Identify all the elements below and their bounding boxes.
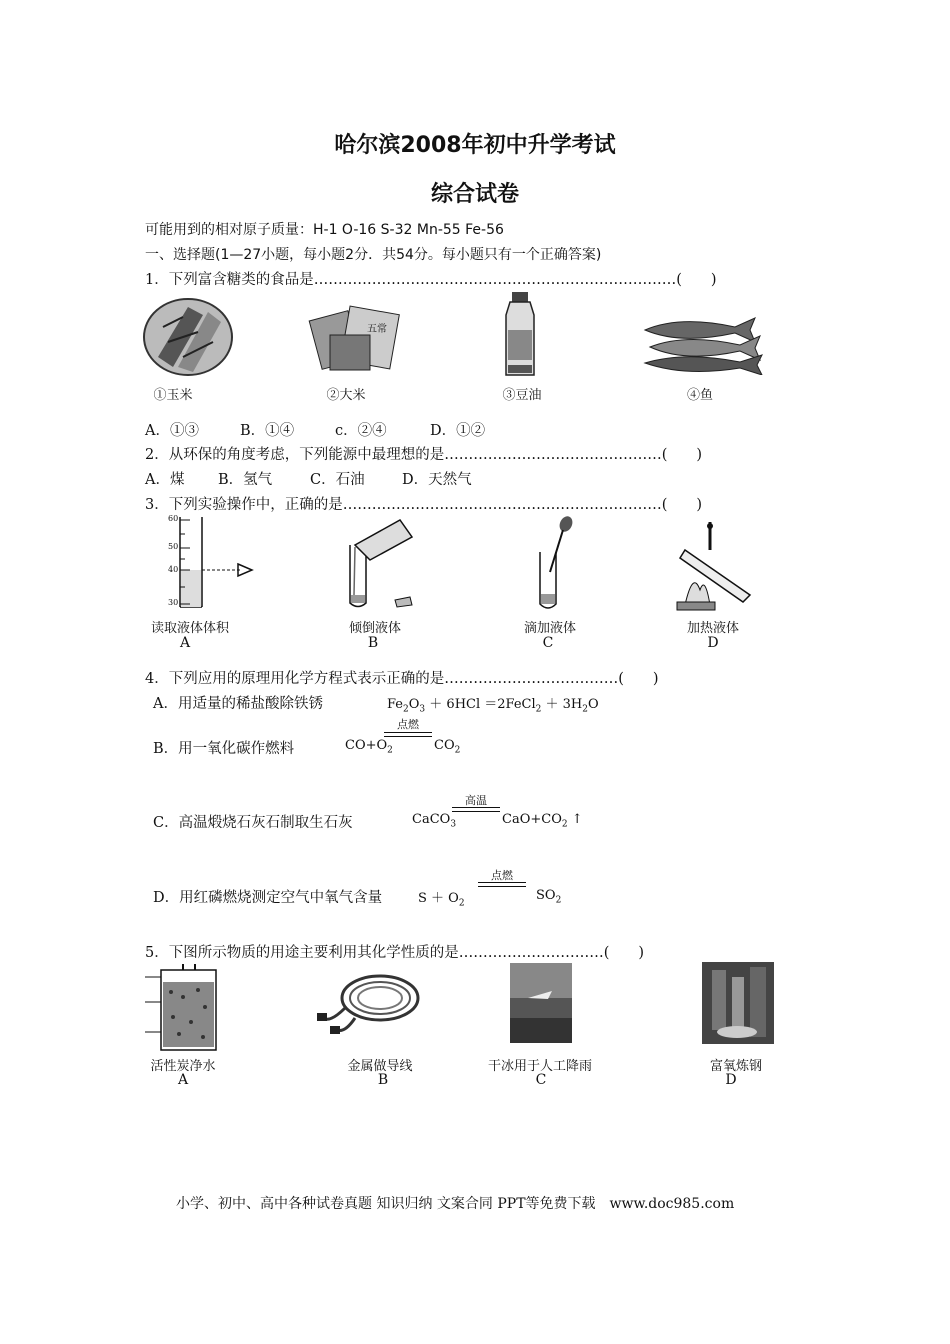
q3-caption-b: 倾倒液体 (348, 621, 401, 636)
q4-stem: 4．下列应用的原理用化学方程式表示正确的是………………………………( ) (145, 671, 659, 687)
q4-option-d-reactant: $S + O_2$ (418, 891, 465, 909)
q4-option-a-equation: $Fe_2O_3 + 6HCl$ ＝2FeCl$_2$ ＋ $3H_2O$ (387, 697, 599, 715)
q3-caption-a: 读取液体体积 (150, 621, 229, 636)
rice-image (305, 300, 405, 375)
heating-liquid-image (665, 520, 765, 612)
fish-image (640, 315, 770, 375)
q4-b-condition: 点燃 (397, 718, 419, 731)
q2-stem: 2．从环保的角度考虑，下列能源中最理想的是………………………………………( ) (145, 447, 703, 463)
q5-letter-b: B (377, 1072, 389, 1088)
q5-caption-c: 干冰用于人工降雨 (487, 1059, 592, 1074)
q4-option-b-product: $CO_2$ (434, 738, 461, 756)
metal-wire-image (315, 968, 425, 1043)
q5-caption-d: 富氧炼钢 (709, 1059, 762, 1074)
q4-option-c-reactant: CaCO$_3$ (412, 812, 457, 830)
q3-letter-a: A (179, 635, 191, 651)
q4-d-condition: 点燃 (491, 869, 513, 882)
q1-option-a: A．①③ (145, 423, 199, 439)
scale-40: 40 (168, 565, 179, 574)
q4-b-equals-sign (384, 732, 432, 737)
q3-letter-d: D (707, 635, 719, 651)
atomic-masses: 可能用到的相对原子质量：H-1 O-16 S-32 Mn-55 Fe-56 (145, 222, 504, 238)
q4-option-c-label: C．高温煅烧石灰石制取生石灰 (153, 815, 353, 831)
dry-ice-rain-image (510, 963, 572, 1043)
q3-letter-b: B (367, 635, 379, 651)
scale-60: 60 (168, 514, 179, 523)
q5-letter-a: A (177, 1072, 189, 1088)
q1-stem: 1．下列富含糖类的食品是…………………………………………………………………( ) (145, 272, 717, 288)
q4-option-d-label: D．用红磷燃烧测定空气中氧气含量 (153, 890, 383, 906)
q4-option-c-product: $CaO+CO_2$ ↑ (502, 812, 583, 830)
q2-option-c: C．石油 (310, 472, 365, 488)
q5-stem: 5．下图所示物质的用途主要利用其化学性质的是…………………………( ) (145, 945, 645, 961)
q4-option-b-reactant: $CO+O_2$ (345, 738, 393, 756)
q1-caption-oil: ③豆油 (502, 388, 542, 403)
svg-text:五常: 五常 (367, 324, 387, 335)
q5-caption-a: 活性炭净水 (150, 1059, 216, 1074)
q2-option-b: B．氢气 (218, 472, 273, 488)
dropper-image (530, 512, 580, 612)
q3-caption-c: 滴加液体 (523, 621, 576, 636)
page-title: 哈尔滨2008年初中升学考试 (334, 133, 616, 158)
q3-caption-d: 加热液体 (686, 621, 739, 636)
q5-letter-d: D (725, 1072, 737, 1088)
activated-carbon-filter-image (143, 962, 223, 1054)
q1-option-d: D．①② (430, 423, 486, 439)
q1-option-c: c．②④ (335, 423, 387, 439)
scale-30: 30 (168, 598, 179, 607)
q1-caption-corn: ①玉米 (153, 388, 193, 403)
q3-letter-c: C (542, 635, 554, 651)
graduated-cylinder-image (150, 512, 260, 612)
section-heading: 一、选择题(1—27小题，每小题2分．共54分。每小题只有一个正确答案) (145, 247, 602, 263)
q4-c-condition: 高温 (465, 794, 487, 807)
scale-50: 50 (168, 542, 179, 551)
q4-d-equals-sign (478, 882, 526, 887)
q4-option-b-label: B．用一氧化碳作燃料 (153, 741, 295, 757)
q5-letter-c: C (535, 1072, 547, 1088)
q2-option-d: D．天然气 (402, 472, 472, 488)
page-subtitle: 综合试卷 (430, 182, 519, 207)
q3-stem: 3．下列实验操作中，正确的是…………………………………………………………( ) (145, 497, 703, 513)
footer-text: 小学、初中、高中各种试卷真题 知识归纳 文案合同 PPT等免费下载 www.doc985.com (176, 1196, 735, 1212)
oxygen-steelmaking-image (702, 962, 774, 1044)
q4-option-a-label: A．用适量的稀盐酸除铁锈 (153, 696, 323, 712)
q5-caption-b: 金属做导线 (347, 1059, 413, 1074)
pouring-liquid-image (340, 515, 420, 610)
q1-caption-rice: ②大米 (326, 388, 366, 403)
corn-image (143, 297, 233, 377)
q2-option-a: A．煤 (145, 472, 185, 488)
q4-option-d-product: $SO_2$ (536, 888, 562, 906)
q1-caption-fish: ④鱼 (686, 388, 713, 403)
q1-option-b: B．①④ (240, 423, 295, 439)
soybean-oil-image (500, 290, 540, 380)
q4-c-equals-sign (452, 807, 500, 812)
